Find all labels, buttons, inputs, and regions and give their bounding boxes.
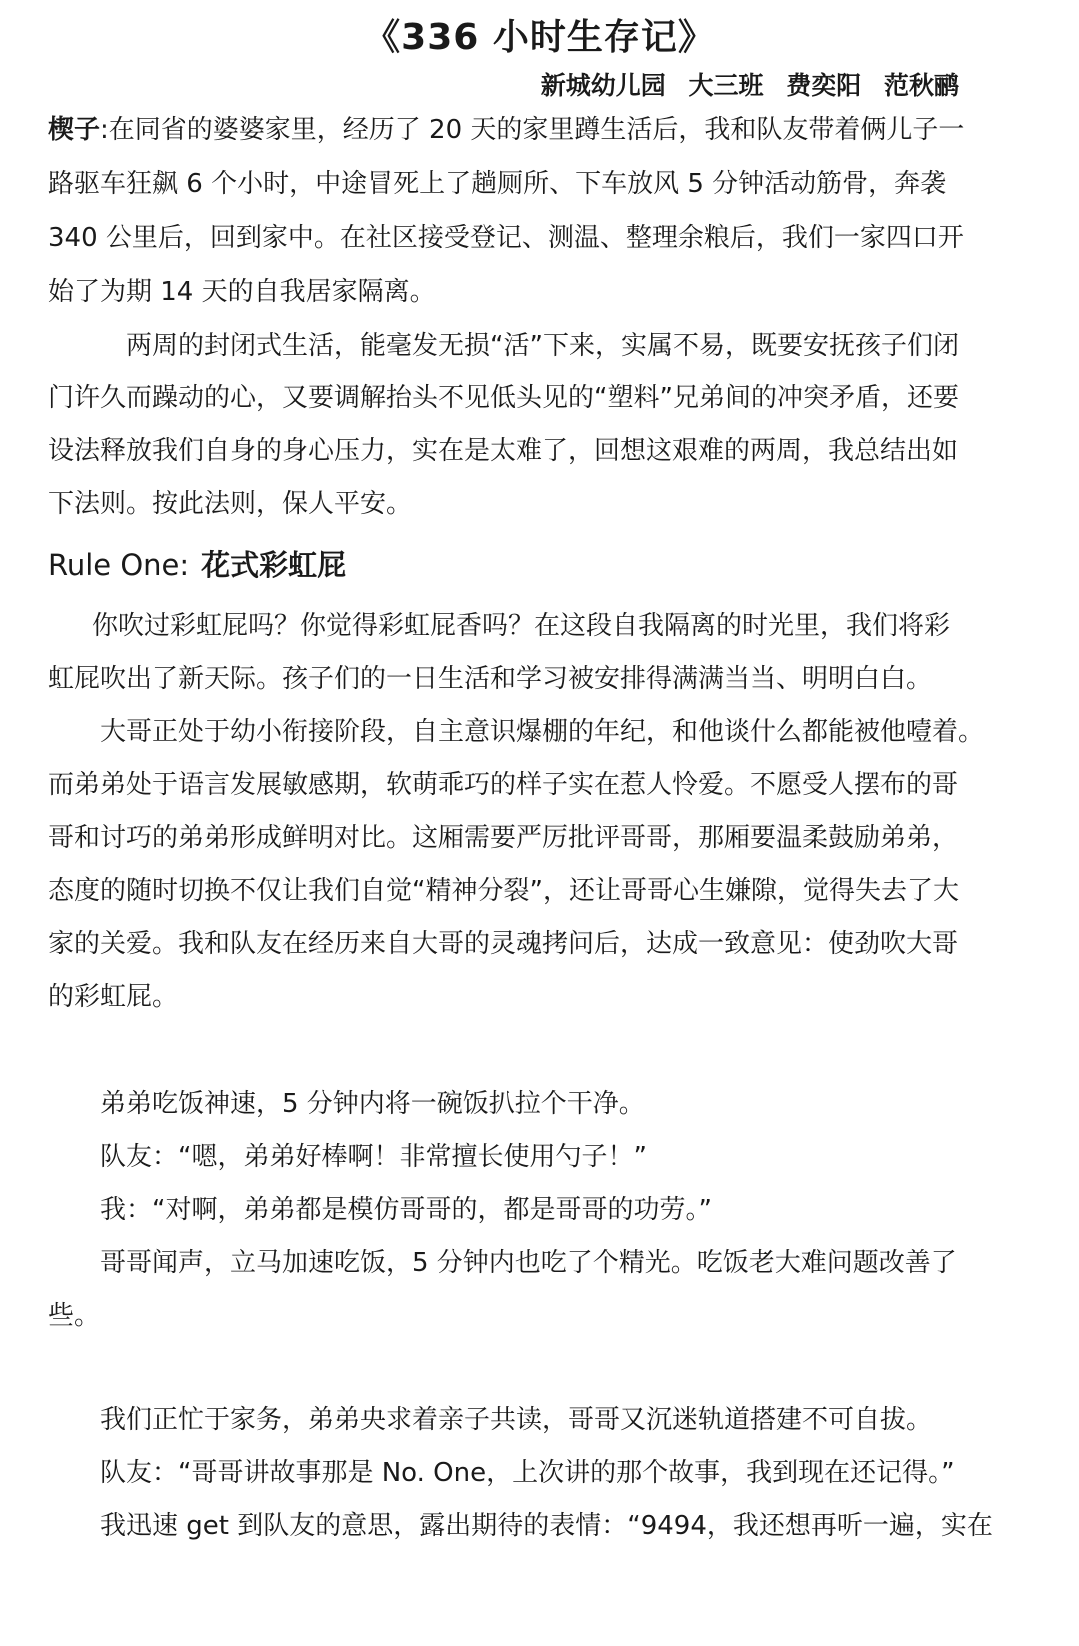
rule-name: 花式彩虹屁	[201, 548, 347, 582]
paragraph-line: 大哥正处于幼小衔接阶段，自主意识爆棚的年纪，和他谈什么都能被他噎着。	[100, 717, 985, 747]
byline-author-1: 费奕阳	[786, 71, 862, 100]
paragraph-line: 我：“对啊，弟弟都是模仿哥哥的，都是哥哥的功劳。”	[100, 1195, 712, 1225]
paragraph-line: 虹屁吹出了新天际。孩子们的一日生活和学习被安排得满满当当、明明白白。	[48, 664, 933, 694]
paragraph-line: 家的关爱。我和队友在经历来自大哥的灵魂拷问后，达成一致意见：使劲吹大哥	[48, 929, 959, 959]
paragraph-line: 弟弟吃饭神速，5 分钟内将一碗饭扒拉个干净。	[100, 1089, 645, 1119]
paragraph-line: 两周的封闭式生活，能毫发无损“活”下来，实属不易，既要安抚孩子们闭	[126, 331, 959, 361]
byline-author-2: 范秋鹂	[883, 71, 959, 100]
document-title: 《336 小时生存记》	[364, 17, 715, 58]
paragraph-line: 楔子:在同省的婆婆家里，经历了 20 天的家里蹲生活后，我和队友带着俩儿子一	[48, 115, 965, 145]
paragraph-line: 哥哥闻声，立马加速吃饭，5 分钟内也吃了个精光。吃饭老大难问题改善了	[100, 1248, 957, 1278]
paragraph-line: 的彩虹屁。	[48, 982, 179, 1012]
paragraph-line: 你吹过彩虹屁吗？你觉得彩虹屁香吗？在这段自我隔离的时光里，我们将彩	[92, 611, 951, 641]
author-byline	[527, 66, 959, 106]
paragraph-line: 队友：“哥哥讲故事那是 No. One，上次讲的那个故事，我到现在还记得。”	[100, 1458, 955, 1488]
paragraph-line: 路驱车狂飙 6 个小时，中途冒死上了趟厕所、下车放风 5 分钟活动筋骨，奔袭	[48, 169, 947, 199]
paragraph-line: 始了为期 14 天的自我居家隔离。	[48, 277, 436, 307]
paragraph-line: 我迅速 get 到队友的意思，露出期待的表情：“9494，我还想再听一遍，实在	[100, 1511, 993, 1541]
paragraph-line: 态度的随时切换不仅让我们自觉“精神分裂”，还让哥哥心生嫌隙，觉得失去了大	[48, 876, 959, 906]
paragraph-line: 我们正忙于家务，弟弟央求着亲子共读，哥哥又沉迷轨道搭建不可自拔。	[100, 1405, 933, 1435]
byline-school: 新城幼儿园	[540, 71, 666, 100]
byline-class: 大三班	[688, 71, 764, 100]
paragraph-line: 哥和讨巧的弟弟形成鲜明对比。这厢需要严厉批评哥哥，那厢要温柔鼓励弟弟，	[48, 823, 959, 853]
paragraph-line: 些。	[48, 1301, 101, 1331]
paragraph-line: 设法释放我们自身的身心压力，实在是太难了，回想这艰难的两周，我总结出如	[48, 436, 959, 466]
wedge-label: 楔子	[48, 115, 101, 145]
paragraph-line: 下法则。按此法则，保人平安。	[48, 489, 413, 519]
paragraph-line: 而弟弟处于语言发展敏感期，软萌乖巧的样子实在惹人怜爱。不愿受人摆布的哥	[48, 770, 959, 800]
rule-label: Rule One:	[48, 548, 190, 582]
section-heading	[48, 543, 346, 587]
paragraph-line: 340 公里后，回到家中。在社区接受登记、测温、整理余粮后，我们一家四口开	[48, 223, 964, 253]
paragraph-line: 门许久而躁动的心，又要调解抬头不见低头见的“塑料”兄弟间的冲突矛盾，还要	[48, 383, 959, 413]
paragraph-line: 队友：“嗯，弟弟好棒啊！非常擅长使用勺子！”	[100, 1142, 647, 1172]
